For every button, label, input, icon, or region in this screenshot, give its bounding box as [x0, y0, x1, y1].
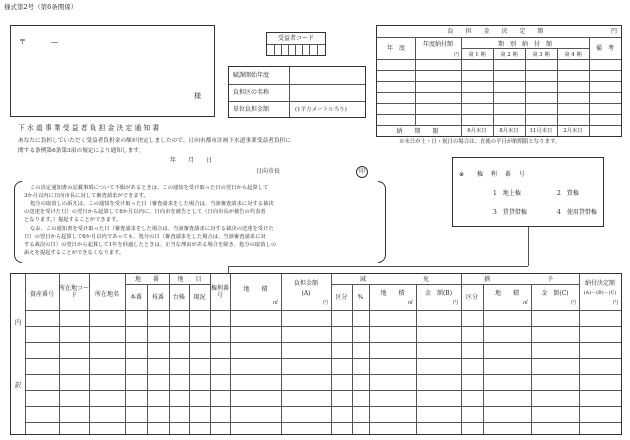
hdr-asset-no: 資産番号	[29, 291, 54, 298]
info-table	[228, 66, 366, 118]
notice-line: 日）の翌日から起算して6か月以内であっても、処分の日（審査請求をした場合は、当該審査請求に対	[24, 234, 266, 240]
col-year: 年 度	[386, 45, 405, 52]
right-item-1: 1 地上権	[493, 190, 521, 197]
col-annual: 年度納付額	[422, 41, 453, 48]
hdr-burden-yen: 円	[323, 300, 329, 306]
form-id: 様式第2号（第6条関係）	[4, 3, 78, 11]
detail-table	[10, 273, 622, 435]
notice-box	[14, 181, 386, 263]
page-title: 下 水 道 事 業 受 益 者 負 担 金 決 定 通 知 書	[18, 124, 160, 132]
annual-yen: 円	[454, 52, 460, 58]
hdr-rights-no: 権利番号	[210, 285, 229, 300]
hdr-burden-a: (A)	[301, 290, 311, 297]
hdr-reduction-class: 区分	[335, 294, 348, 301]
body-line-1: あなたに負担していただく受益者負担金の額が決定しましたので、日向市都市計画下水道事業受益者負担に	[18, 138, 291, 144]
hdr-deferral: 猶 予	[483, 276, 556, 283]
notice-line: 処分の取消しの訴えは、この通知を受け取った日（審査請求をした場合は、当該審査請求に対する裁決	[30, 201, 274, 207]
hdr-location-name: 所在地名	[94, 291, 119, 298]
hdr-reduction-area: 地 積	[380, 290, 405, 297]
hdr-deferral-yen: 円	[571, 300, 577, 306]
period-3: 第 3 期	[532, 52, 550, 58]
notice-line: の送達を受けた日）の翌日から起算して6か月以内に、日向市を被告として（日向市長が被告の代表者	[24, 209, 266, 215]
rights-mark: ※	[459, 171, 465, 178]
hdr-reduction: 減 免	[359, 276, 432, 283]
postal-dash: ―	[51, 38, 58, 46]
hdr-location-code: 所在地コード	[59, 285, 90, 300]
hdr-lot: 地 番	[134, 276, 159, 283]
due-label: 納 期 限	[396, 128, 442, 135]
hdr-main-no: 本番	[129, 294, 142, 301]
col-installment: 期 別 納 付 額	[497, 41, 552, 48]
hdr-area-unit: ㎡	[273, 300, 279, 306]
due-date-footnote: ※末日が土・日・祝日の場合は、直後の平日が納期限となります。	[399, 139, 561, 145]
unit-note: (1平方メートル当り)	[295, 107, 347, 113]
due-date-3: 11月末日	[529, 128, 553, 134]
due-date-2: 8月末日	[499, 128, 519, 134]
notice-line: する裁決の日）の翌日から起算して1年を経過したときは、正当な理由がある場合を除き、処分の取消しの	[24, 242, 277, 248]
hdr-register: 台帳	[172, 294, 185, 301]
rights-box	[452, 157, 604, 227]
hdr-reduction-amount: 金 額(B)	[424, 290, 453, 297]
hdr-area: 地 積	[243, 286, 268, 293]
address-box	[10, 25, 215, 117]
hdr-reduction-area-unit: ㎡	[408, 300, 414, 306]
seal-text: 印	[358, 168, 365, 175]
hdr-final-formula: (A)－(B)－(C)	[583, 290, 617, 296]
notice-line: となります。）提起することができます。	[24, 217, 122, 223]
addressee-honorific: 様	[194, 92, 201, 100]
payer-code-box	[266, 32, 326, 56]
mayor-name: 日向市長	[256, 168, 281, 175]
side-label-top: 内	[14, 318, 22, 326]
district-name-label: 負担区の名称	[233, 89, 270, 96]
hdr-reduction-pct: %	[357, 294, 364, 301]
hdr-deferral-amount: 金 額(C)	[541, 290, 569, 297]
amount-table-yen: 円	[611, 28, 618, 35]
right-item-3: 3 賃貸借権	[493, 209, 527, 216]
hdr-reduction-yen: 円	[453, 300, 459, 306]
hdr-deferral-area: 地 積	[494, 290, 519, 297]
period-2: 第 2 期	[500, 52, 518, 58]
hdr-current: 現況	[193, 294, 206, 301]
unit-amount-label: 単位負担金額	[233, 106, 270, 113]
hdr-branch-no: 枝番	[151, 294, 164, 301]
seal-mark	[356, 166, 368, 178]
due-date-1: 6月末日	[467, 128, 487, 134]
col-remarks: 備 考	[595, 45, 614, 52]
notice-line: 3か月以内に日向市長に対して審査請求ができます。	[24, 193, 149, 199]
hdr-deferral-class: 区分	[465, 294, 478, 301]
hdr-deferral-area-unit: ㎡	[523, 300, 529, 306]
rights-title: 権 利 番 号	[477, 171, 528, 178]
start-year-label: 賦課開始年度	[233, 72, 270, 79]
hdr-land-category: 地 目	[177, 276, 202, 283]
payer-code-label: 受益者コード	[277, 35, 314, 42]
period-1: 第 1 期	[468, 52, 486, 58]
right-item-4: 4 使用貸借権	[557, 209, 597, 216]
hdr-burden: 負担金額	[293, 280, 318, 287]
notice-date: 年 月 日	[170, 157, 213, 164]
hdr-final-yen: 円	[613, 300, 619, 306]
notice-line: この決定通知書の記載事項について不服があるときは、この通知を受け取った日の翌日から起算して	[30, 185, 269, 191]
side-label-bottom: 訳	[14, 381, 22, 389]
notice-line: 訴えを提起することができなくなります。	[24, 250, 125, 256]
notice-line: なお、この通知書を受け取った日（審査請求をした場合は、当該審査請求に対する裁決の送達を受けた	[30, 226, 274, 232]
amount-table-title: 負 担 金 決 定 額	[447, 28, 547, 35]
postal-mark: 〒	[19, 38, 26, 46]
amount-table	[376, 25, 622, 137]
due-date-4: 2月末日	[563, 128, 583, 134]
hdr-final: 納付決定額	[584, 280, 615, 287]
period-4: 第 4 期	[564, 52, 582, 58]
body-line-2: 関する条例第6条第3項の規定により通知します。	[18, 148, 145, 154]
right-item-2: 2 質権	[557, 190, 579, 197]
